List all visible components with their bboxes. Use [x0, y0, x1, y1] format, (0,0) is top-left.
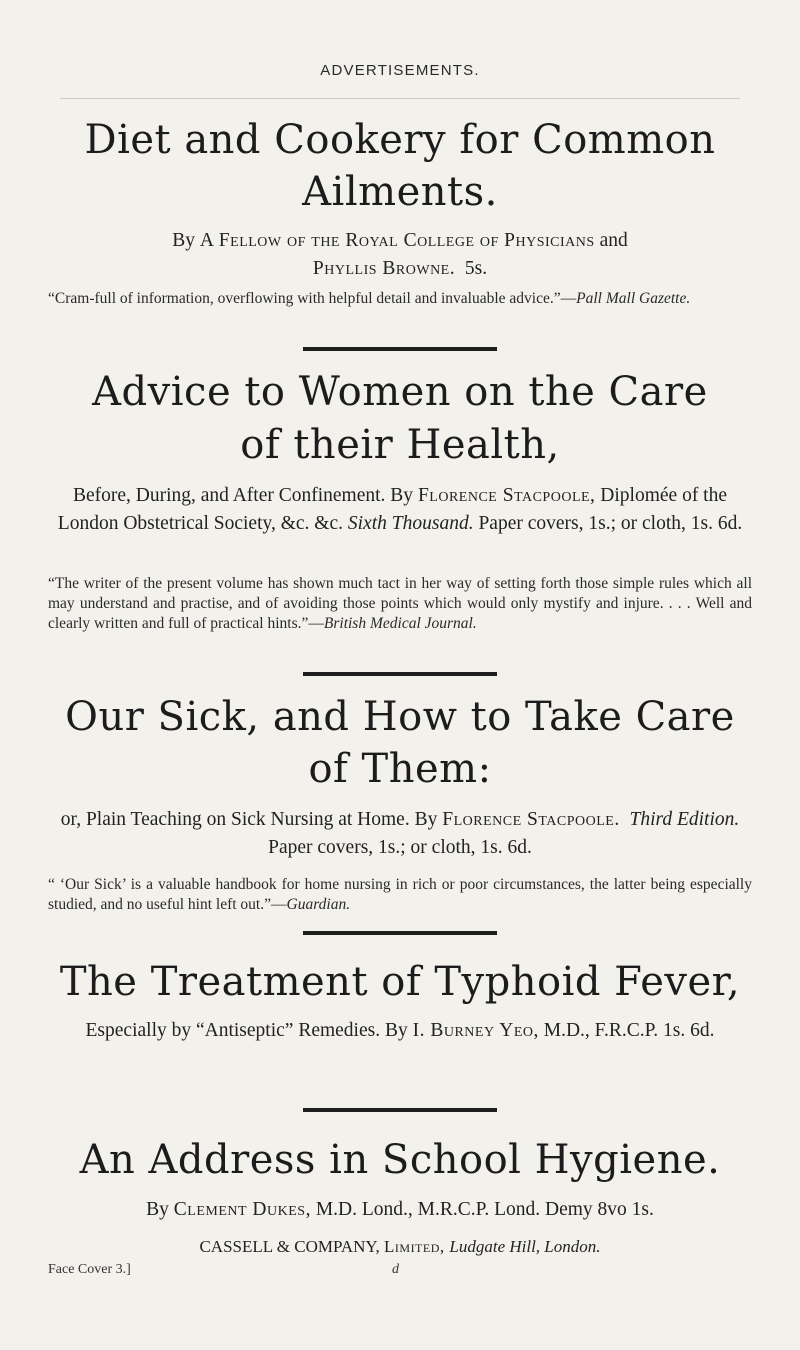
section-divider [303, 347, 497, 351]
author-name: Clement Dukes, [173, 1199, 311, 1220]
ad-description: Before, During, and After Confinement. By Florence Stacpoole, Diplomée of the London Obstetrical Society, &c. &c. Sixth Thousand. Paper covers, 1s.; or cloth, 1s. 6d. [57, 485, 743, 534]
section-divider [303, 672, 497, 676]
ad-title-line-2: Ailments. [302, 169, 498, 215]
edition: Third Edition. [629, 809, 740, 830]
header-divider [60, 98, 740, 99]
ad-description: or, Plain Teaching on Sick Nursing at Home. By Florence Stacpoole. Third Edition. Paper covers, 1s.; or cloth, 1s. 6d. [60, 809, 740, 858]
gathering-mark: d [392, 1262, 399, 1277]
section-divider [303, 1108, 497, 1112]
signature-mark: Face Cover 3.] [48, 1262, 131, 1277]
review-quote: “The writer of the present volume has shown much tact in her way of setting forth those simple rules which all may understand and practise, and of avoiding those points which would only mystify and injure. . . . Well and clearly written and full of practical hints.”—British Medical Journal. [48, 575, 752, 632]
price: 5s. [464, 258, 488, 279]
review-quote: “ ‘Our Sick’ is a valuable handbook for home nursing in rich or poor circumstances, the latter being especially studied, and no useful hint left out.”—Guardian. [48, 876, 752, 913]
ad-byline: By A Fellow of the Royal College of Physicians and Phyllis Browne. 5s. [172, 230, 628, 279]
ad-title-line-1: The Treatment of Typhoid Fever, [59, 959, 741, 1005]
coauthor-name: Phyllis Browne. [312, 258, 456, 279]
review-source: Guardian. [286, 896, 351, 913]
price: Paper covers, 1s.; or cloth, 1s. 6d. [268, 837, 532, 858]
review-source: Pall Mall Gazette. [576, 290, 691, 307]
price: Paper covers, 1s.; or cloth, 1s. 6d. [473, 513, 743, 534]
edition: Sixth Thousand. [347, 513, 474, 534]
review-quote: “Cram-full of information, overflowing with helpful detail and invaluable advice.”—Pall Mall Gazette. [48, 290, 691, 307]
author-name: Florence Stacpoole. [442, 809, 620, 830]
review-source: British Medical Journal. [323, 615, 477, 632]
running-head: ADVERTISEMENTS. [320, 62, 480, 79]
ad-title-line-1: Diet and Cookery for Common [84, 117, 716, 163]
ad-description: Especially by “Antiseptic” Remedies. By I. Burney Yeo, M.D., F.R.C.P. 1s. 6d. [85, 1020, 715, 1041]
author-name: Florence Stacpoole, [417, 485, 596, 506]
ad-title-line-1: Advice to Women on the Care [92, 369, 708, 415]
section-divider [303, 931, 497, 935]
ad-title-line-2: of Them: [308, 746, 492, 792]
ad-description: By Clement Dukes, M.D. Lond., M.R.C.P. Lond. Demy 8vo 1s. [146, 1199, 654, 1220]
publisher-imprint: CASSELL & COMPANY, Limited, Ludgate Hill, London. [199, 1237, 601, 1256]
ad-title-line-1: An Address in School Hygiene. [79, 1137, 721, 1183]
ad-title-line-1: Our Sick, and How to Take Care [65, 694, 735, 740]
ad-title-line-2: of their Health, [240, 422, 560, 468]
author-name: A Fellow of the Royal College of Physicians [199, 230, 595, 251]
author-name: I. Burney Yeo, [412, 1020, 539, 1041]
